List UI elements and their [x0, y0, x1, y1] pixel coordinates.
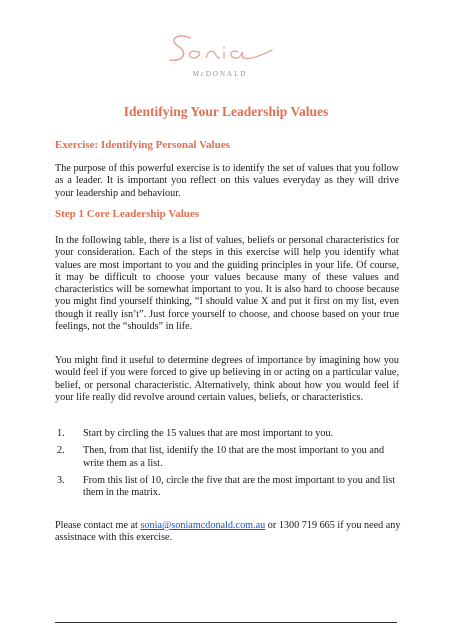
footer-divider — [55, 622, 397, 623]
logo-script-graphic — [160, 26, 280, 70]
step-heading: Step 1 Core Leadership Values — [55, 208, 200, 220]
table-paragraph: In the following table, there is a list of values, beliefs or personal characteristics for your consideration. Each of the steps in this exercise will help you identify what values are most important to you and the guiding principles in your life. Of course, it may be difficult to choose your values because many of these values and characteristics will be somewhat important to you. It is also hard to choose because you might find yourself thinking, “I should value X and put it first on my list, even though it really isn’t”. Just force yourself to choose, and choose based on your true feelings, not the “shoulds” in life. — [55, 235, 399, 333]
step-text: Start by circling the 15 values that are most important to you. — [83, 428, 334, 439]
list-item — [55, 475, 399, 500]
sonia-mcdonald-logo — [160, 26, 280, 82]
steps-list — [55, 428, 399, 504]
email-link[interactable]: sonia@soniamcdonald.com.au — [140, 520, 266, 531]
step-number: 3. — [57, 474, 65, 486]
step-number: 1. — [57, 428, 65, 439]
logo-subtext: McDONALD — [192, 70, 248, 78]
intro-paragraph: The purpose of this powerful exercise is to identify the set of values that you follow as a leader. It is important you reflect on this values everyday as they will drive your leadership and behaviour. — [55, 163, 399, 199]
document-title: Identifying Your Leadership Values — [123, 104, 329, 119]
step-text: Then, from that list, identify the 10 that are the most important to you and write them as a list. — [83, 445, 385, 469]
list-item — [55, 445, 399, 470]
contact-text-before: Please contact me at — [55, 520, 141, 531]
contact-paragraph — [55, 520, 405, 545]
degrees-paragraph: You might find it useful to determine degrees of importance by imagining how you would feel if you were forced to give up believing in or acting on a particular value, belief, or personal characteristic. Alternatively, think about how you would feel if your life really did revolve around certain values, beliefs, or characteristics. — [55, 355, 399, 403]
contact-text-after: or 1300 719 665 if you need any assistnace with this exercise. — [55, 520, 401, 544]
step-number: 2. — [57, 445, 65, 457]
step-text: From this list of 10, circle the five that are the most important to you and list them in the matrix. — [83, 474, 396, 499]
list-item — [55, 428, 399, 440]
exercise-heading: Exercise: Identifying Personal Values — [55, 139, 230, 151]
